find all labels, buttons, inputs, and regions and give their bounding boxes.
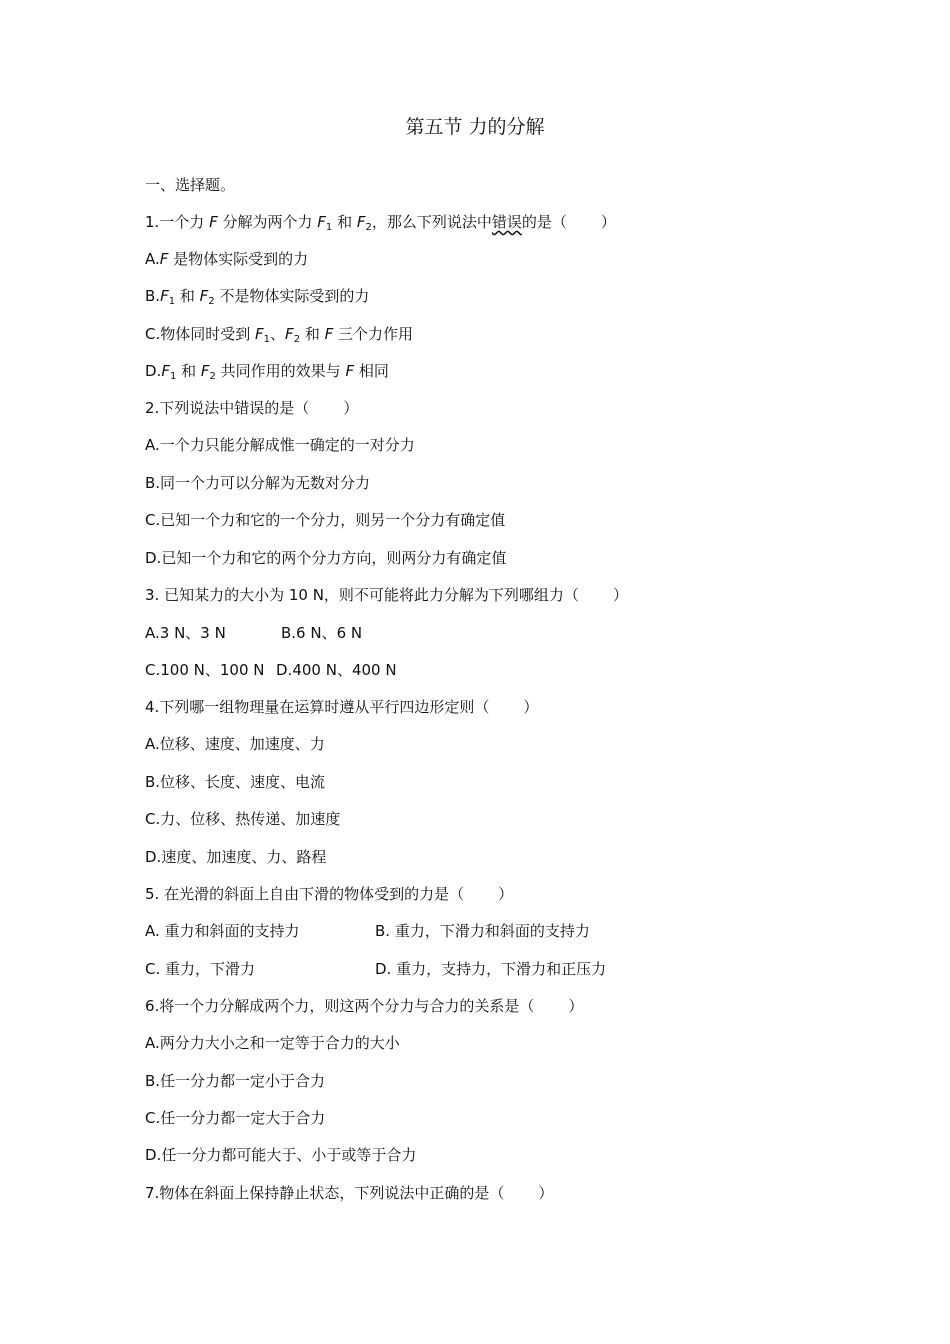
question-4-option-b: B.位移、长度、速度、电流	[145, 773, 326, 791]
question-5-stem: 5. 在光滑的斜面上自由下滑的物体受到的力是（ ）	[145, 885, 514, 903]
question-2-option-a: A.一个力只能分解成惟一确定的一对分力	[145, 436, 415, 454]
question-6-option-d: D.任一分力都可能大于、小于或等于合力	[145, 1146, 417, 1164]
question-1-option-d: $D.F_1$ 和 $F_2$ 共同作用的效果与 F 相同	[145, 362, 389, 382]
question-5-option-b: B. 重力，下滑力和斜面的支持力	[375, 922, 590, 940]
question-1-stem: 1.一个力 F 分解为两个力 $F_1$ 和 $F_2$，那么下列说法中错误的是（ ）	[145, 213, 616, 233]
question-5-option-c: C. 重力，下滑力	[145, 960, 256, 978]
question-1-option-c: C.物体同时受到 $F_1$、$F_2$ 和 F 三个力作用	[145, 325, 414, 345]
emphasis-mark: 错误	[491, 213, 522, 231]
question-3-option-c: C.100 N、100 N	[145, 661, 265, 679]
question-6-stem: 6.将一个力分解成两个力，则这两个分力与合力的关系是（ ）	[145, 997, 584, 1015]
question-3-option-b: B.6 N、6 N	[281, 624, 363, 642]
question-4-option-d: D.速度、加速度、力、路程	[145, 848, 327, 866]
question-1-option-a: A.F 是物体实际受到的力	[145, 250, 309, 268]
question-4-option-a: A.位移、速度、加速度、力	[145, 735, 325, 753]
question-6-option-c: C.任一分力都一定大于合力	[145, 1109, 326, 1127]
question-2-stem: 2.下列说法中错误的是（ ）	[145, 399, 359, 417]
question-1-option-b: $B.F_1$ 和 $F_2$ 不是物体实际受到的力	[145, 287, 370, 307]
question-3-option-d: D.400 N、400 N	[276, 661, 397, 679]
question-7-stem: 7.物体在斜面上保持静止状态，下列说法中正确的是（ ）	[145, 1184, 554, 1202]
section-heading: 一、选择题。	[145, 176, 236, 194]
question-6-option-b: B.任一分力都一定小于合力	[145, 1072, 326, 1090]
question-4-option-c: C.力、位移、热传递、加速度	[145, 810, 341, 828]
question-2-option-b: B.同一个力可以分解为无数对分力	[145, 474, 371, 492]
question-5-option-d: D. 重力，支持力，下滑力和正压力	[375, 960, 607, 978]
question-6-option-a: A.两分力大小之和一定等于合力的大小	[145, 1034, 400, 1052]
question-4-stem: 4.下列哪一组物理量在运算时遵从平行四边形定则（ ）	[145, 698, 539, 716]
page-title: 第五节 力的分解	[405, 116, 545, 138]
question-5-option-a: A. 重力和斜面的支持力	[145, 922, 300, 940]
question-3-option-a: A.3 N、3 N	[145, 624, 226, 642]
question-2-option-c: C.已知一个力和它的一个分力，则另一个分力有确定值	[145, 511, 506, 529]
question-2-option-d: D.已知一个力和它的两个分力方向，则两分力有确定值	[145, 549, 507, 567]
question-3-stem: 3. 已知某力的大小为 10 N，则不可能将此力分解为下列哪组力（ ）	[145, 586, 628, 604]
